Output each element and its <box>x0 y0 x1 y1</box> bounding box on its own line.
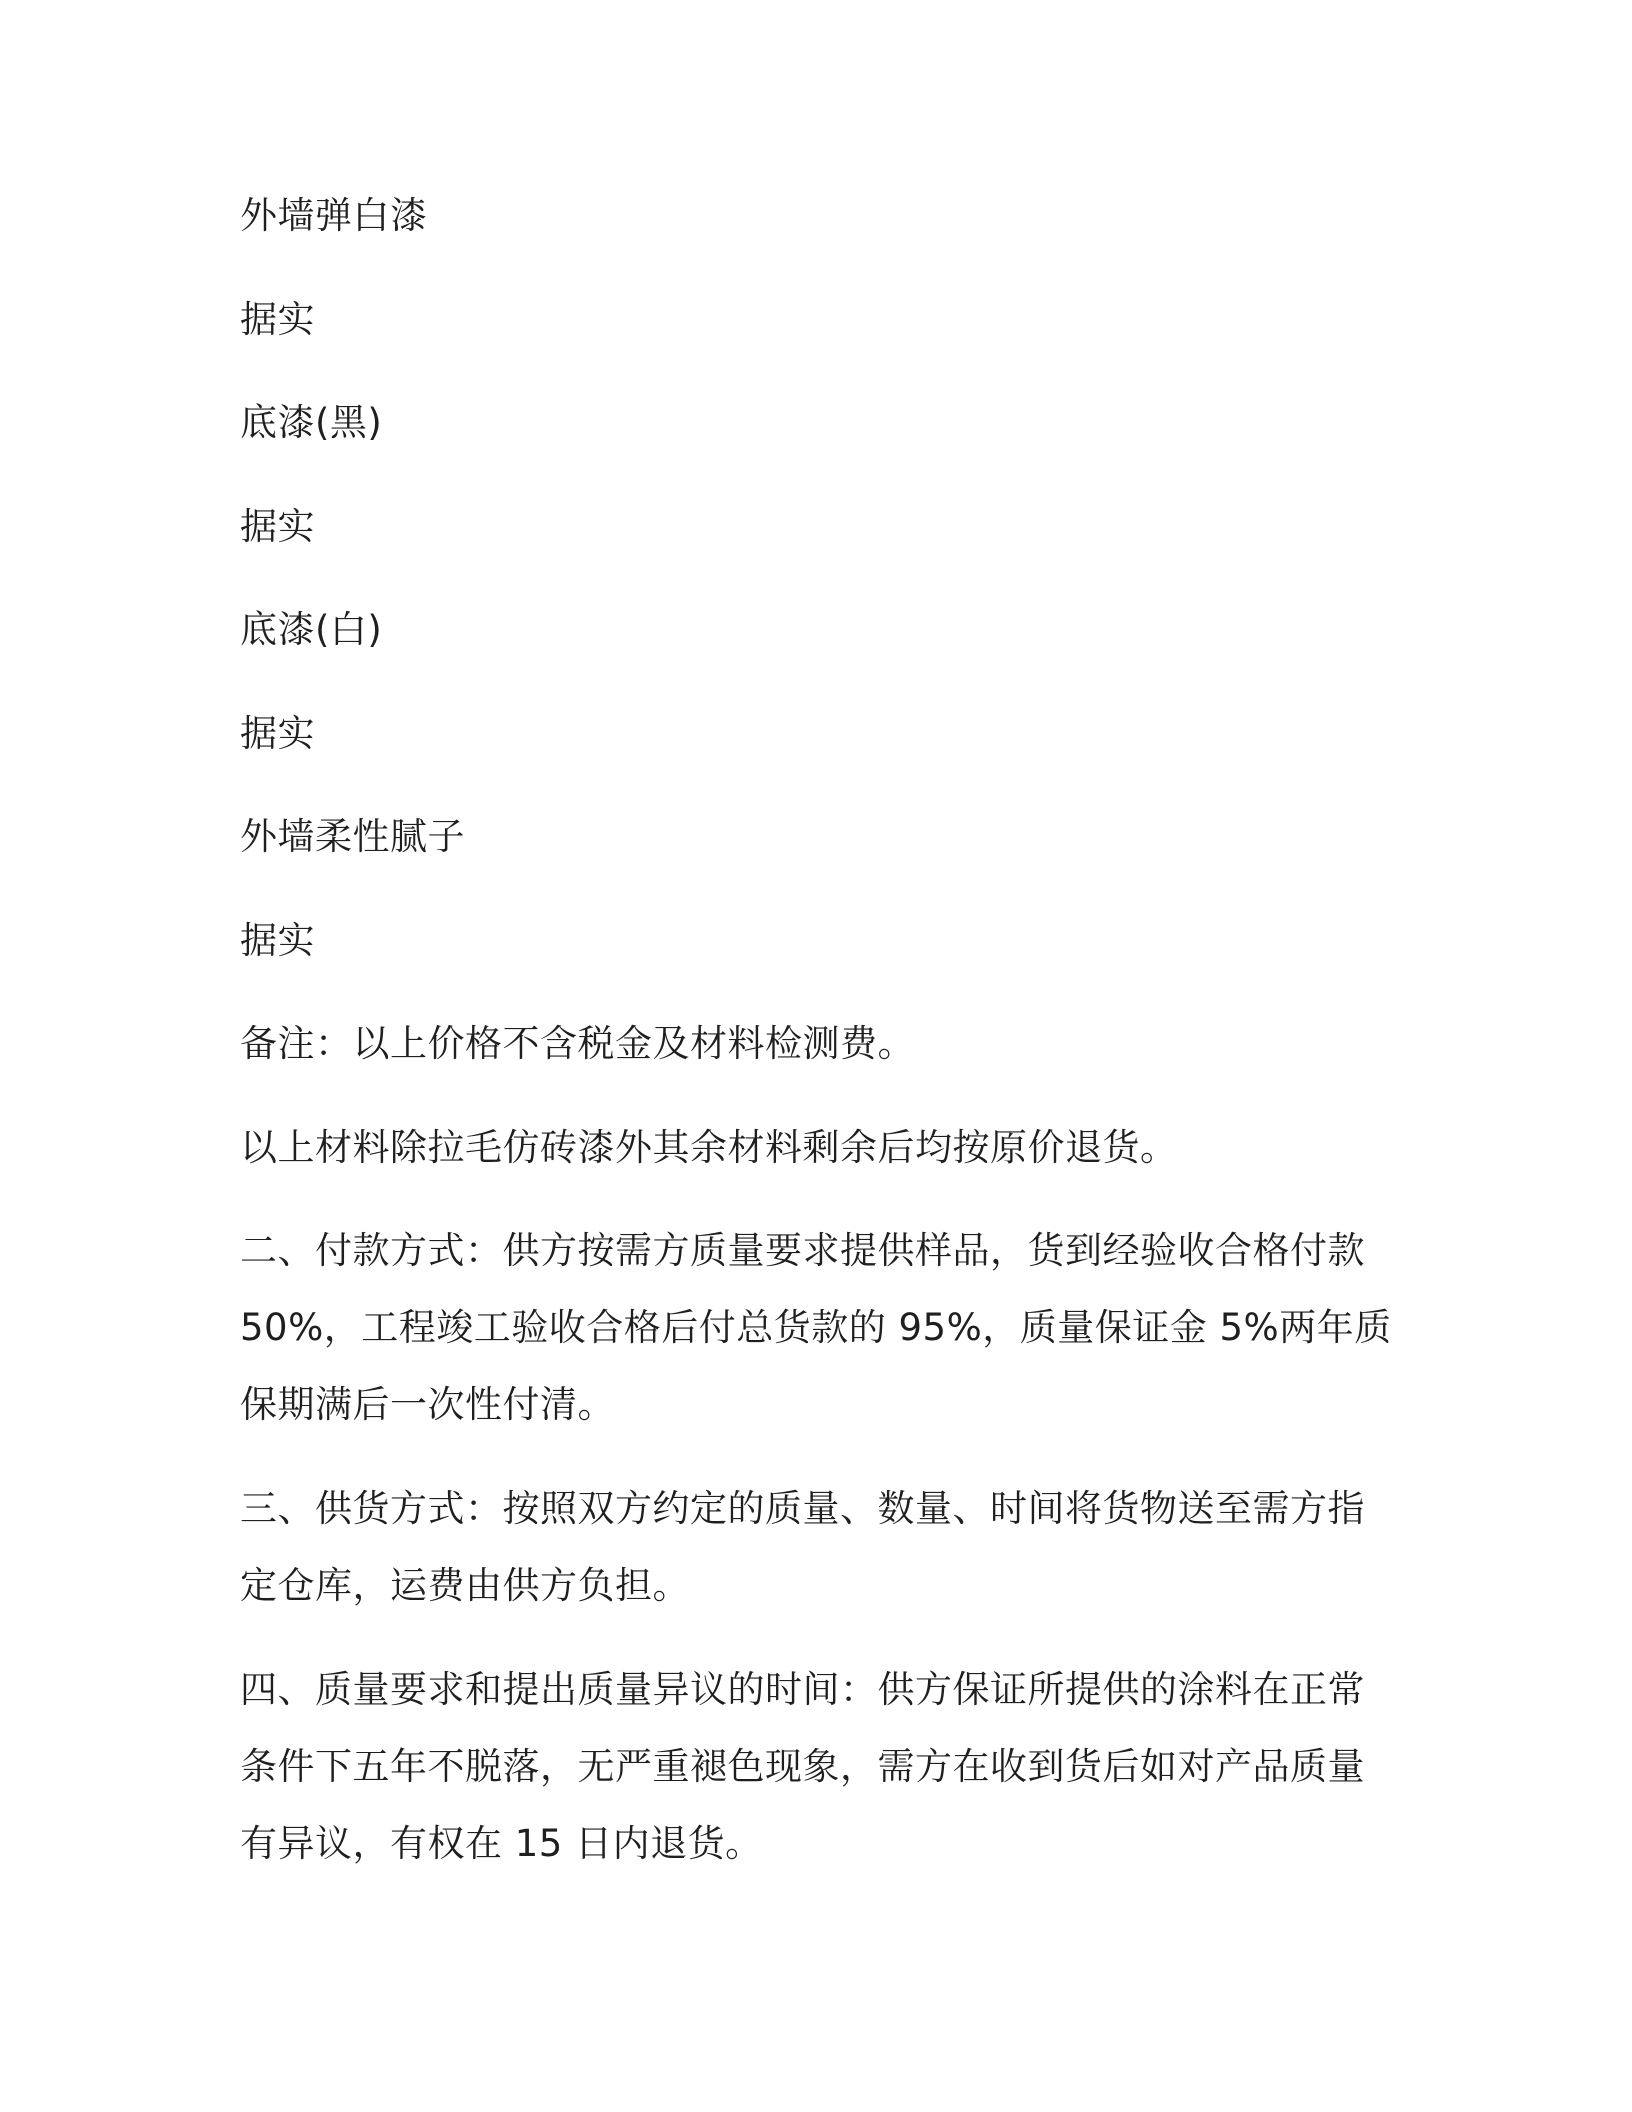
quality-line: 有异议，有权在 15 日内退货。 <box>240 1822 763 1865</box>
payment-line: 50%，工程竣工验收合格后付总货款的 95%，质量保证金 5%两年质 <box>240 1306 1392 1349</box>
item-name: 外墙柔性腻子 <box>240 815 465 858</box>
quality-line: 四、质量要求和提出质量异议的时间：供方保证所提供的涂料在正常 <box>240 1668 1365 1711</box>
return-note: 以上材料除拉毛仿砖漆外其余材料剩余后均按原价退货。 <box>240 1126 1178 1169</box>
item-name: 外墙弹白漆 <box>240 194 428 237</box>
item-price: 据实 <box>240 298 315 341</box>
item-price: 据实 <box>240 712 315 755</box>
supply-line: 定仓库，运费由供方负担。 <box>240 1564 690 1607</box>
remark-note: 备注：以上价格不含税金及材料检测费。 <box>240 1022 915 1065</box>
payment-line: 二、付款方式：供方按需方质量要求提供样品，货到经验收合格付款 <box>240 1229 1365 1272</box>
item-name: 底漆(黑) <box>240 401 383 444</box>
document-page <box>240 0 1410 2112</box>
supply-line: 三、供货方式：按照双方约定的质量、数量、时间将货物送至需方指 <box>240 1487 1365 1530</box>
item-price: 据实 <box>240 505 315 548</box>
supply-clause <box>240 1470 1380 1624</box>
item-price: 据实 <box>240 919 315 962</box>
item-name: 底漆(白) <box>240 608 383 651</box>
quality-line: 条件下五年不脱落，无严重褪色现象，需方在收到货后如对产品质量 <box>240 1745 1365 1788</box>
payment-clause <box>240 1212 1392 1443</box>
payment-line: 保期满后一次性付清。 <box>240 1383 615 1426</box>
quality-clause <box>240 1651 1380 1882</box>
